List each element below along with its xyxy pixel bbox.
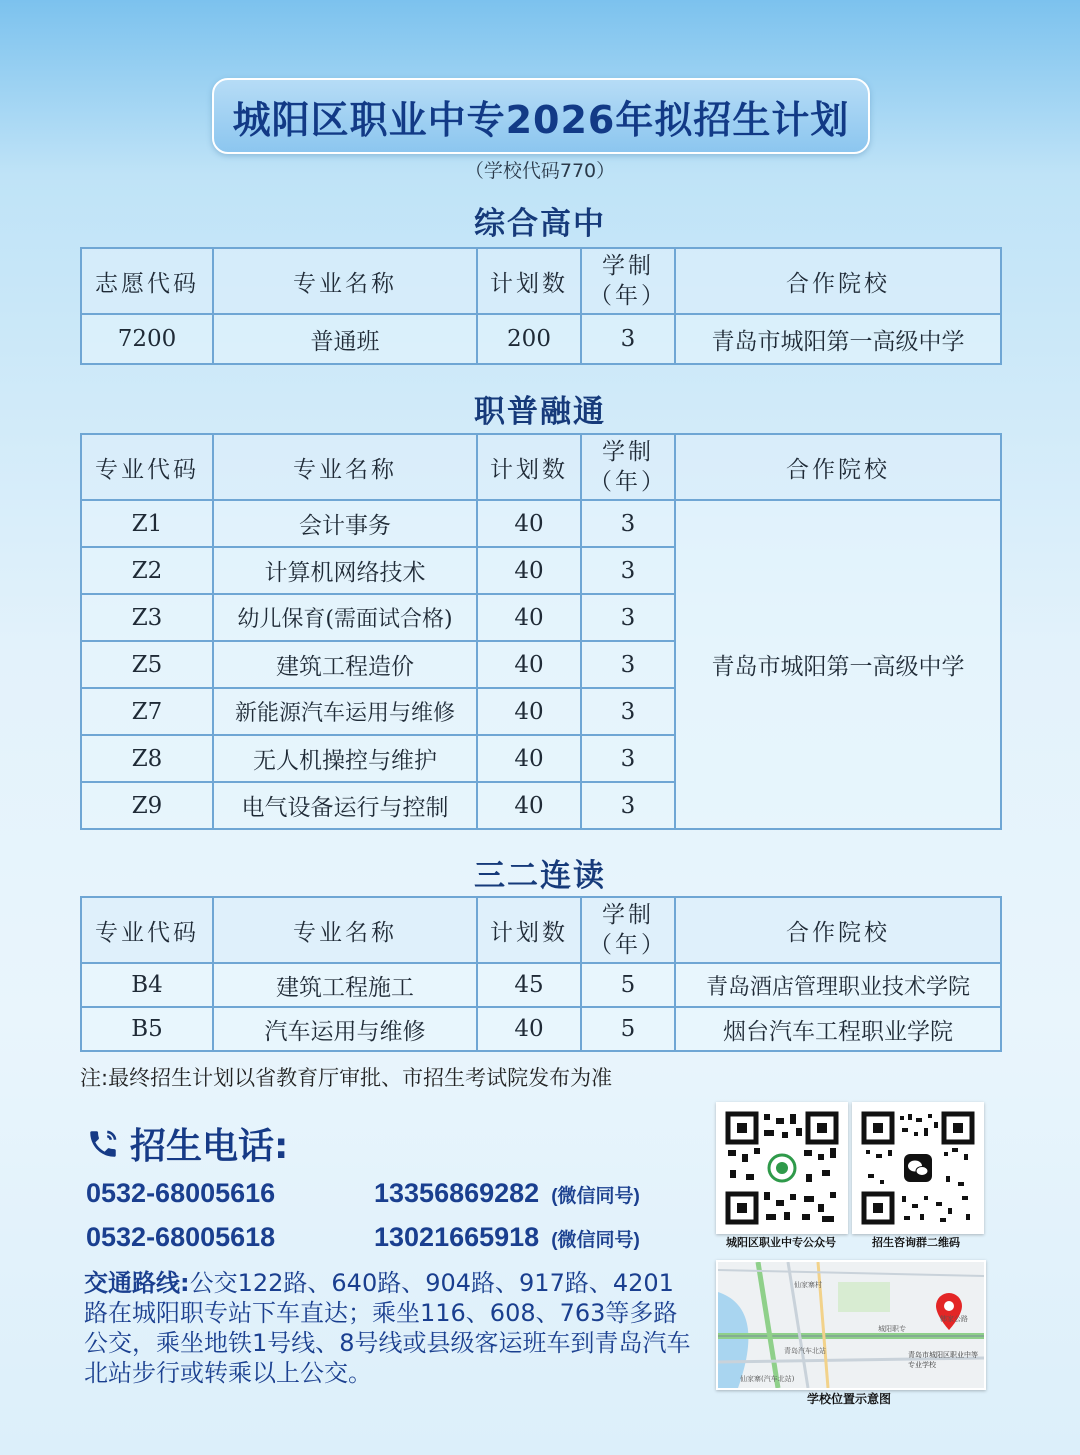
wechat-note: (微信同号) bbox=[551, 1230, 640, 1251]
qr-code-group[interactable] bbox=[852, 1102, 984, 1234]
cell-name: 汽车运用与维修 bbox=[213, 1007, 477, 1051]
cell-partner: 烟台汽车工程职业学院 bbox=[675, 1007, 1001, 1051]
col-header-code: 专业代码 bbox=[81, 897, 213, 963]
cell-name: 幼儿保育(需面试合格) bbox=[213, 594, 477, 641]
cell-partner-merged: 青岛市城阳第一高级中学 bbox=[675, 500, 1001, 829]
cell-count: 40 bbox=[477, 547, 581, 594]
cell-years: 3 bbox=[581, 594, 675, 641]
col-header-years bbox=[581, 434, 675, 500]
col-header-years bbox=[581, 897, 675, 963]
cell-count: 40 bbox=[477, 688, 581, 735]
landline-1[interactable]: 0532-68005616 bbox=[86, 1178, 276, 1208]
cell-years: 3 bbox=[581, 641, 675, 688]
cell-partner: 青岛市城阳第一高级中学 bbox=[675, 314, 1001, 364]
col-header-years bbox=[581, 248, 675, 314]
table-row bbox=[81, 963, 1001, 1007]
table-header-row bbox=[81, 248, 1001, 314]
cell-count: 40 bbox=[477, 500, 581, 547]
cell-name: 电气设备运行与控制 bbox=[213, 782, 477, 829]
table-row bbox=[81, 1007, 1001, 1051]
cell-code: Z5 bbox=[81, 641, 213, 688]
qr-code-image bbox=[718, 1104, 846, 1232]
cell-years: 3 bbox=[581, 735, 675, 782]
col-header-partner: 合作院校 bbox=[675, 248, 1001, 314]
col-header-years-line2: （年） bbox=[589, 932, 667, 958]
col-header-years-line1: 学制 bbox=[602, 902, 654, 928]
school-code: （学校代码770） bbox=[464, 160, 616, 182]
col-header-count: 计划数 bbox=[477, 248, 581, 314]
cell-code: Z8 bbox=[81, 735, 213, 782]
cell-code: B5 bbox=[81, 1007, 213, 1051]
cell-name: 普通班 bbox=[213, 314, 477, 364]
footnote: 注:最终招生计划以省教育厅审批、市招生考试院发布为准 bbox=[80, 1066, 613, 1090]
cell-count: 40 bbox=[477, 735, 581, 782]
phone-title bbox=[86, 1118, 288, 1169]
col-header-count: 计划数 bbox=[477, 434, 581, 500]
cell-years: 3 bbox=[581, 782, 675, 829]
section-title-joint-program: 三二连读 bbox=[474, 858, 606, 894]
map-marker-label: 青岛市城阳区职业中等专业学校 bbox=[908, 1351, 978, 1369]
map-label-4: 城阳职专 bbox=[878, 1325, 906, 1333]
cell-years: 5 bbox=[581, 963, 675, 1007]
mobile-1 bbox=[374, 1178, 640, 1209]
phone-title-text: 招生电话: bbox=[130, 1126, 289, 1167]
table-integration bbox=[80, 433, 1002, 830]
traffic-label: 交通路线: bbox=[84, 1269, 190, 1297]
cell-count: 40 bbox=[477, 641, 581, 688]
map-label-1: 仙家寨村 bbox=[794, 1281, 822, 1289]
map-label-3: 仙家寨(汽车北站) bbox=[740, 1375, 795, 1383]
qr-code-official-account[interactable] bbox=[716, 1102, 848, 1234]
cell-code: Z9 bbox=[81, 782, 213, 829]
traffic-text: 公交122路、640路、904路、917路、4201路在城阳职专站下车直达；乘坐116、608、763等多路公交，乘坐地铁1号线、8号线或县级客运班车到青岛汽车北站步行或转乘以上公交。 bbox=[84, 1269, 691, 1387]
cell-count: 40 bbox=[477, 1007, 581, 1051]
col-header-count: 计划数 bbox=[477, 897, 581, 963]
col-header-years-line2: （年） bbox=[589, 469, 667, 495]
title-banner bbox=[212, 78, 870, 154]
cell-code: B4 bbox=[81, 963, 213, 1007]
cell-name: 会计事务 bbox=[213, 500, 477, 547]
cell-count: 40 bbox=[477, 594, 581, 641]
col-header-years-line2: （年） bbox=[589, 283, 667, 309]
col-header-code: 志愿代码 bbox=[81, 248, 213, 314]
cell-name: 计算机网络技术 bbox=[213, 547, 477, 594]
cell-name: 建筑工程施工 bbox=[213, 963, 477, 1007]
map-caption: 学校位置示意图 bbox=[806, 1392, 891, 1406]
cell-code: Z7 bbox=[81, 688, 213, 735]
cell-count: 45 bbox=[477, 963, 581, 1007]
section-title-integration: 职普融通 bbox=[474, 394, 606, 430]
qr-code-image bbox=[854, 1104, 982, 1232]
cell-partner: 青岛酒店管理职业技术学院 bbox=[675, 963, 1001, 1007]
col-header-name: 专业名称 bbox=[213, 434, 477, 500]
table-comprehensive bbox=[80, 247, 1002, 365]
wechat-note: (微信同号) bbox=[551, 1186, 640, 1207]
cell-count: 40 bbox=[477, 782, 581, 829]
mobile-1-number[interactable]: 13356869282 bbox=[374, 1178, 540, 1208]
cell-code: Z2 bbox=[81, 547, 213, 594]
map-label-5: 韩家公路 bbox=[940, 1315, 968, 1323]
col-header-partner: 合作院校 bbox=[675, 897, 1001, 963]
phone-icon bbox=[86, 1127, 120, 1161]
col-header-code: 专业代码 bbox=[81, 434, 213, 500]
cell-years: 3 bbox=[581, 688, 675, 735]
cell-name: 无人机操控与维护 bbox=[213, 735, 477, 782]
section-title-comprehensive: 综合高中 bbox=[474, 206, 606, 242]
cell-years: 3 bbox=[581, 314, 675, 364]
page-title: 城阳区职业中专2026年拟招生计划 bbox=[232, 97, 850, 142]
col-header-years-line1: 学制 bbox=[602, 253, 654, 279]
location-map[interactable] bbox=[716, 1260, 986, 1390]
cell-name: 新能源汽车运用与维修 bbox=[213, 688, 477, 735]
mobile-2 bbox=[374, 1222, 640, 1253]
col-header-name: 专业名称 bbox=[213, 248, 477, 314]
map-label-2: 青岛汽车北站 bbox=[784, 1347, 826, 1355]
cell-name: 建筑工程造价 bbox=[213, 641, 477, 688]
cell-code: 7200 bbox=[81, 314, 213, 364]
col-header-years-line1: 学制 bbox=[602, 439, 654, 465]
traffic-route bbox=[84, 1268, 694, 1388]
table-header-row bbox=[81, 434, 1001, 500]
cell-count: 200 bbox=[477, 314, 581, 364]
col-header-name: 专业名称 bbox=[213, 897, 477, 963]
cell-code: Z3 bbox=[81, 594, 213, 641]
table-joint-program bbox=[80, 896, 1002, 1052]
mobile-2-number[interactable]: 13021665918 bbox=[374, 1222, 540, 1252]
col-header-partner: 合作院校 bbox=[675, 434, 1001, 500]
cell-years: 3 bbox=[581, 547, 675, 594]
landline-2[interactable]: 0532-68005618 bbox=[86, 1222, 276, 1252]
cell-years: 3 bbox=[581, 500, 675, 547]
table-row bbox=[81, 314, 1001, 364]
table-row bbox=[81, 500, 1001, 547]
cell-code: Z1 bbox=[81, 500, 213, 547]
qr-caption-group: 招生咨询群二维码 bbox=[872, 1236, 960, 1249]
qr-caption-official-account: 城阳区职业中专公众号 bbox=[726, 1236, 836, 1249]
table-header-row bbox=[81, 897, 1001, 963]
cell-years: 5 bbox=[581, 1007, 675, 1051]
